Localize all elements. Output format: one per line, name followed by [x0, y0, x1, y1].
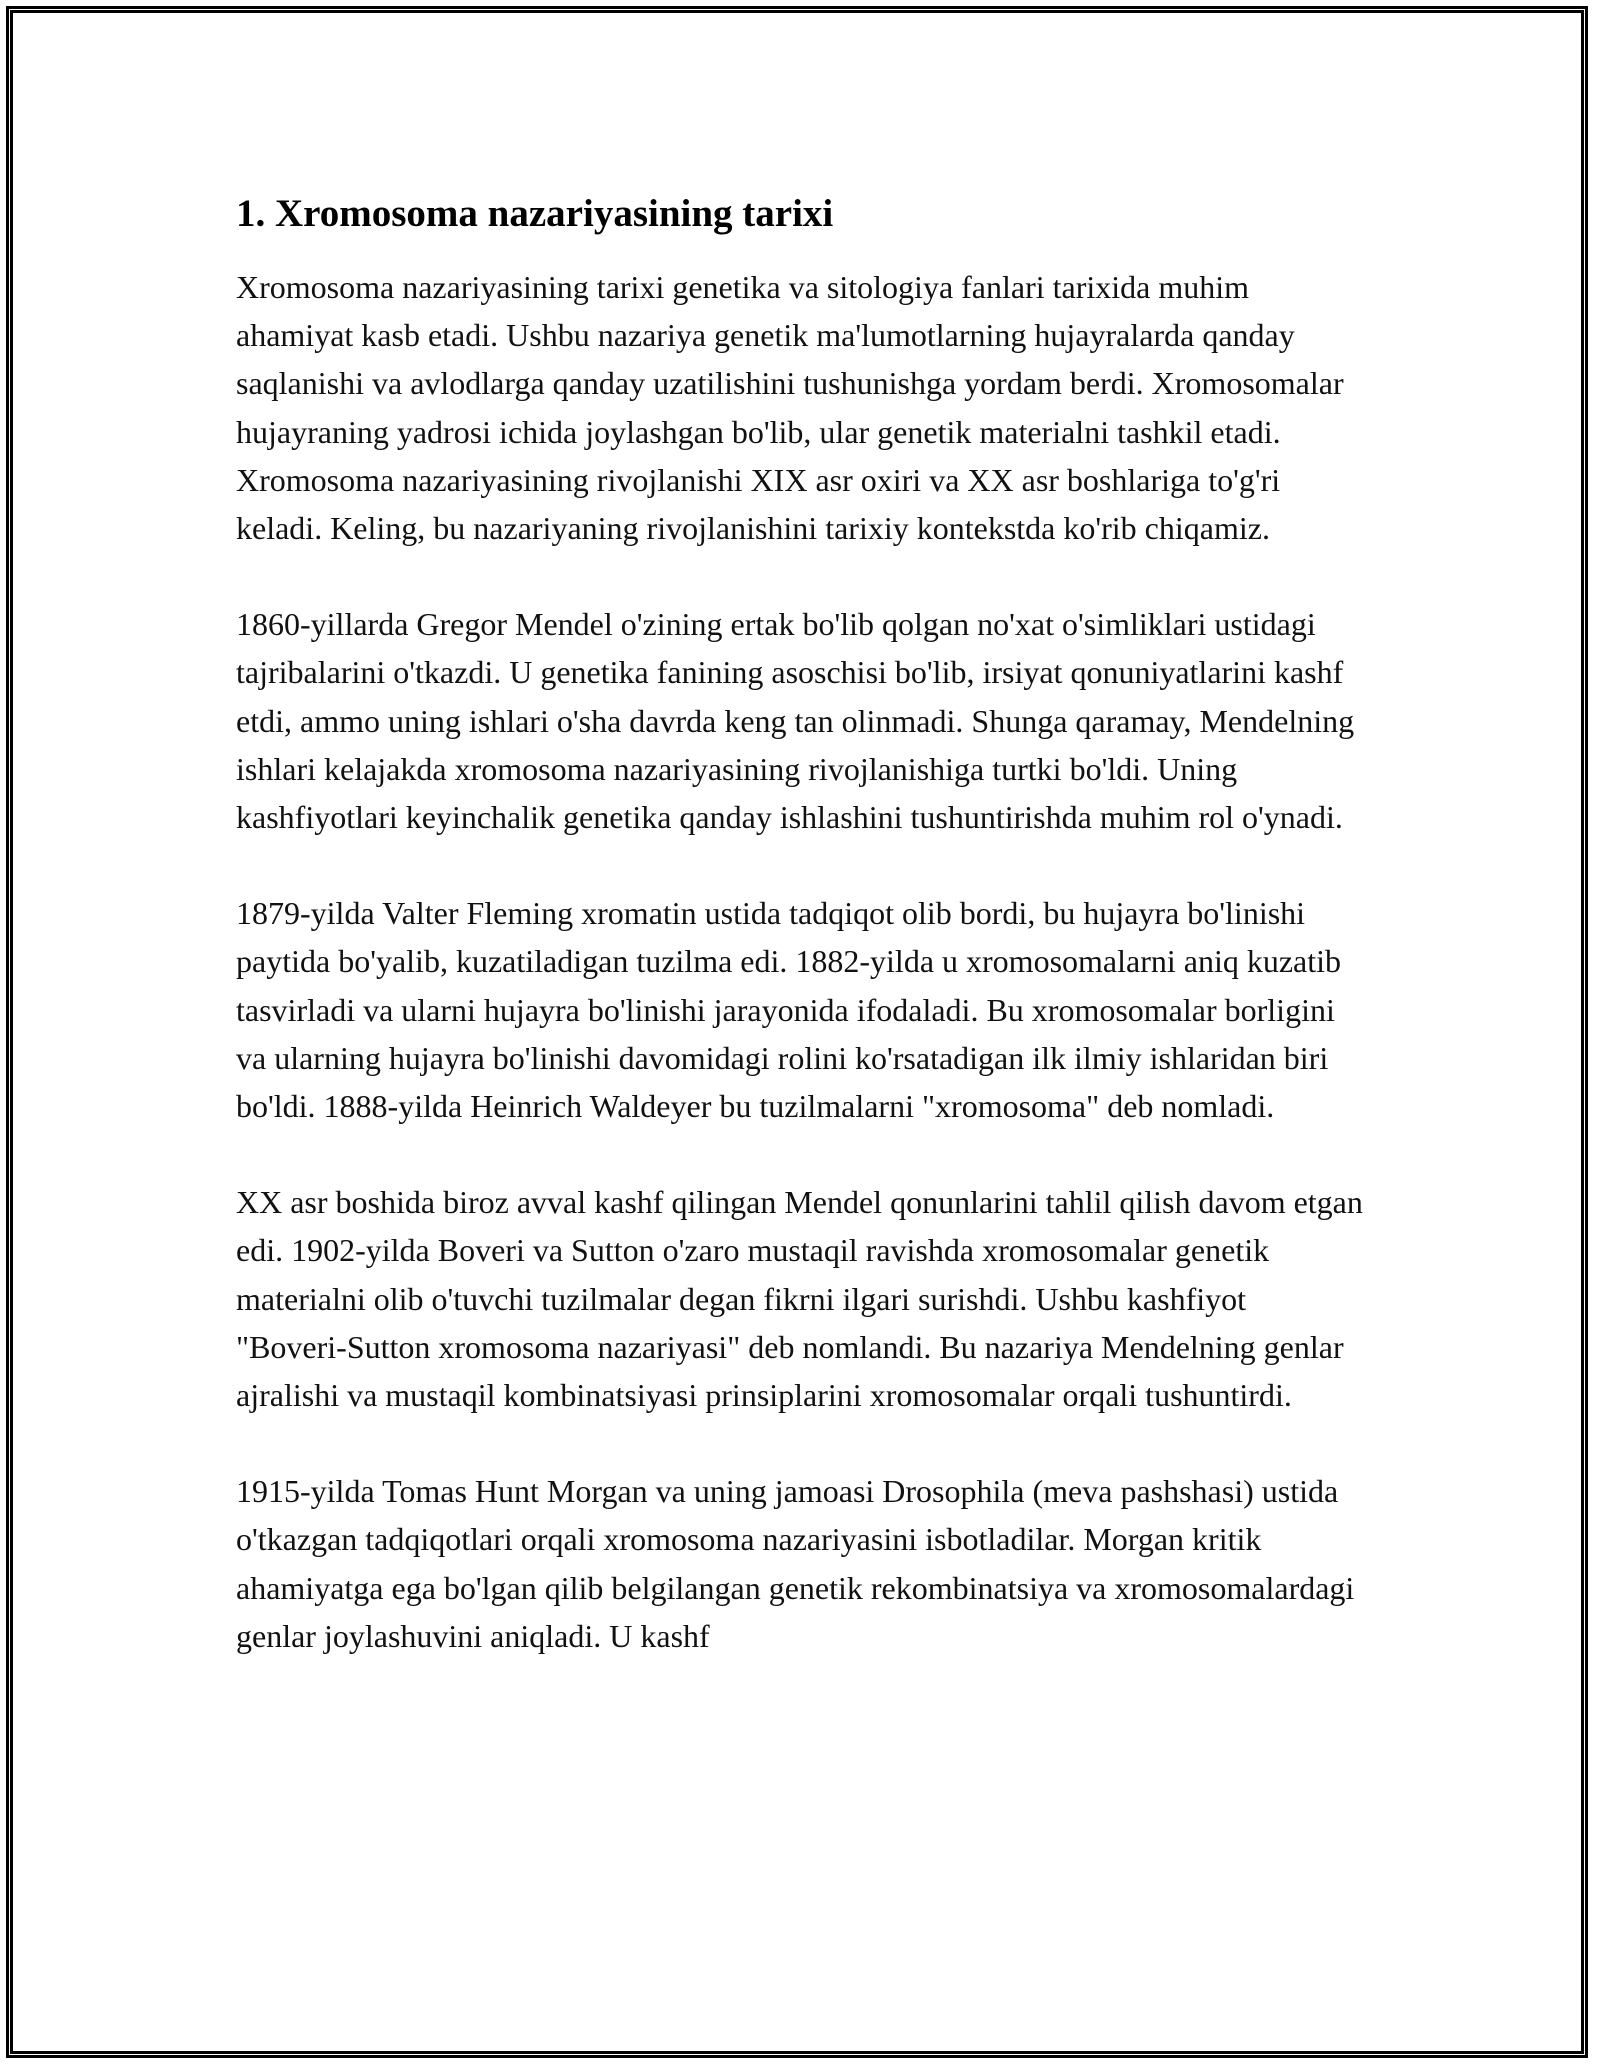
paragraph-morgan: 1915-yilda Tomas Hunt Morgan va uning jamoasi Drosophila (meva pashshasi) ustida o'tkazgan tadqiqotlari orqali xromosoma nazariyasini isbotladilar. Morgan kritik ahamiyatga ega bo'lgan qilib belgilangan genetik rekombinatsiya va xromosomalardagi genlar joylashuvini aniqladi. U kashf	[236, 1473, 1355, 1654]
paragraph-intro: Xromosoma nazariyasining tarixi genetika va sitologiya fanlari tarixida muhim ahamiyat kasb etadi. Ushbu nazariya genetik ma'lumotlarning hujayralarda qanday saqlanishi va avlodlarga qanday uzatilishini tushunishga yordam berdi. Xromosomalar hujayraning yadrosi ichida joylashgan bo'lib, ular genetik materialni tashkil etadi. Xromosoma nazariyasining rivojlanishi XIX asr oxiri va XX asr boshlariga to'g'ri keladi. Keling, bu nazariyaning rivojlanishini tarixiy kontekstda ko'rib chiqamiz.	[236, 269, 1344, 547]
paragraph-mendel: 1860-yillarda Gregor Mendel o'zining ertak bo'lib qolgan no'xat o'simliklari ustidagi tajribalarini o'tkazdi. U genetika fanining asoschisi bo'lib, irsiyat qonuniyatlarini kashf etdi, ammo uning ishlari o'sha davrda keng tan olinmadi. Shunga qaramay, Mendelning ishlari kelajakda xromosoma nazariyasining rivojlanishiga turtki bo'ldi. Uning kashfiyotlari keyinchalik genetika qanday ishlashini tushuntirishda muhim rol o'ynadi.	[236, 606, 1355, 836]
paragraph-boveri-sutton: XX asr boshida biroz avval kashf qilingan Mendel qonunlarini tahlil qilish davom etgan edi. 1902-yilda Boveri va Sutton o'zaro mustaqil ravishda xromosomalar genetik materialni olib o'tuvchi tuzilmalar degan fikrni ilgari surishdi. Ushbu kashfiyot "Boveri-Sutton xromosoma nazariyasi" deb nomlandi. Bu nazariya Mendelning genlar ajralishi va mustaqil kombinatsiyasi prinsiplarini xromosomalar orqali tushuntirdi.	[236, 1184, 1363, 1414]
section-title: 1. Xromosoma nazariyasining tarixi	[236, 192, 834, 235]
paragraph-fleming: 1879-yilda Valter Fleming xromatin ustida tadqiqot olib bordi, bu hujayra bo'linishi paytida bo'yalib, kuzatiladigan tuzilma edi. 1882-yilda u xromosomalarni aniq kuzatib tasvirladi va ularni hujayra bo'linishi jarayonida ifodaladi. Bu xromosomalar borligini va ularning hujayra bo'linishi davomidagi rolini ko'rsatadigan ilk ilmiy ishlaridan biri bo'ldi. 1888-yilda Heinrich Waldeyer bu tuzilmalarni "xromosoma" deb nomladi.	[236, 895, 1342, 1125]
document-body	[236, 190, 1364, 1708]
